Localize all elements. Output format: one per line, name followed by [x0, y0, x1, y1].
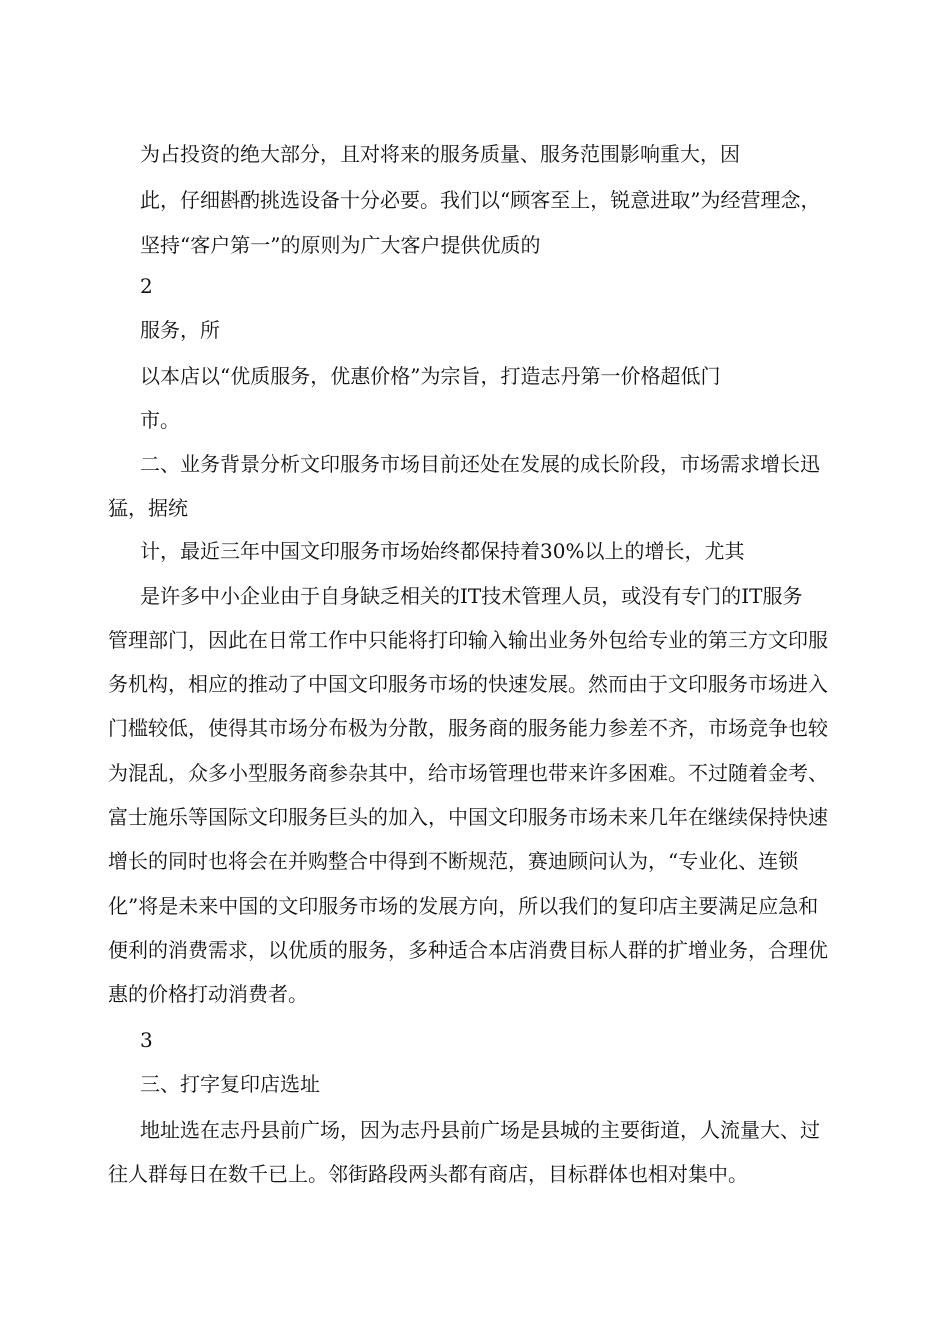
- paragraph-line: 市。: [140, 408, 180, 432]
- paragraph-line: 为混乱，众多小型服务商参杂其中，给市场管理也带来许多困难。不过随着金考、: [108, 761, 828, 785]
- paragraph-line: 往人群每日在数千已上。邻街路段两头都有商店，目标群体也相对集中。: [108, 1162, 748, 1186]
- paragraph-line: 增长的同时也将会在并购整合中得到不断规范，赛迪顾问认为，“专业化、连锁: [108, 849, 799, 873]
- paragraph-line: 服务，所: [140, 318, 220, 342]
- page-number: 3: [140, 1028, 153, 1052]
- paragraph-line: 门槛较低，使得其市场分布极为分散，服务商的服务能力参差不齐，市场竞争也较: [108, 716, 828, 740]
- paragraph-line: 惠的价格打动消费者。: [108, 982, 308, 1006]
- page-number: 2: [140, 274, 153, 298]
- section-heading: 三、打字复印店选址: [140, 1072, 320, 1096]
- section-heading-line: 二、业务背景分析文印服务市场目前还处在发展的成长阶段，市场需求增长迅: [140, 452, 820, 476]
- paragraph-line: 坚持“客户第一”的原则为广大客户提供优质的: [140, 233, 541, 257]
- paragraph-line: 是许多中小企业由于自身缺乏相关的IT技术管理人员，或没有专门的IT服务: [140, 584, 803, 608]
- paragraph-line: 此，仔细斟酌挑选设备十分必要。我们以“顾客至上，锐意进取”为经营理念，: [140, 188, 821, 212]
- paragraph-line: 以本店以“优质服务，优惠价格”为宗旨，打造志丹第一价格超低门: [140, 364, 721, 388]
- paragraph-line: 务机构，相应的推动了中国文印服务市场的快速发展。然而由于文印服务市场进入: [108, 672, 828, 696]
- paragraph-line: 为占投资的绝大部分，且对将来的服务质量、服务范围影响重大，因: [140, 142, 740, 166]
- paragraph-line: 猛，据统: [108, 496, 188, 520]
- paragraph-line: 富士施乐等国际文印服务巨头的加入，中国文印服务市场未来几年在继续保持快速: [108, 805, 828, 829]
- paragraph-line: 化”将是未来中国的文印服务市场的发展方向，所以我们的复印店主要满足应急和: [108, 894, 819, 918]
- paragraph-line: 地址选在志丹县前广场，因为志丹县前广场是县城的主要街道，人流量大、过: [140, 1118, 820, 1142]
- paragraph-line: 管理部门，因此在日常工作中只能将打印输入输出业务外包给专业的第三方文印服: [108, 628, 828, 652]
- paragraph-line: 计，最近三年中国文印服务市场始终都保持着30%以上的增长，尤其: [140, 539, 745, 563]
- paragraph-line: 便利的消费需求，以优质的服务，多种适合本店消费目标人群的扩增业务，合理优: [108, 938, 828, 962]
